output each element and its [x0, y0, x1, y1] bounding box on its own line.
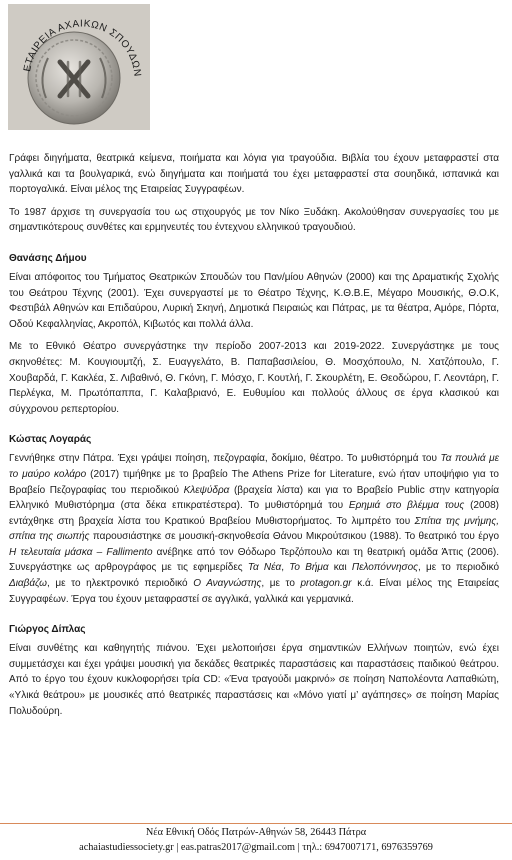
- page-footer: [0, 826, 512, 855]
- intro-paragraph-1: Γράφει διηγήματα, θεατρικά κείμενα, ποιήματα και λόγια για τραγούδια. Βιβλία του έχουν μεταφραστεί στα γαλλικά και τα βουλγαρικά, ενώ διηγήματα και ποιήματά του έχει μεταφραστεί στα σουηδικά, ισπανικά και πορτογαλικά. Είναι μέλος της Εταιρείας Συγγραφέων.: [9, 153, 499, 196]
- bio-heading-thanasis-dimou: Θανάσης Δήμου: [9, 252, 87, 264]
- magazine-title: Ο Αναγνώστης: [193, 578, 262, 590]
- newspaper-title: Τα Νέα: [247, 562, 282, 574]
- play-title: Η τελευταία μάσκα – Fallimento: [9, 546, 153, 558]
- newspaper-title: Το Βήμα: [289, 562, 329, 574]
- book-title: Τα πουλιά με το μαύρο κολάρο: [9, 453, 500, 480]
- bio-heading-kostas-logaras: Κώστας Λογαράς: [9, 434, 92, 446]
- intro-paragraph-2: Το 1987 άρχισε τη συνεργασία του ως στιχουργός με τον Νίκο Ξυδάκη. Ακολούθησαν συνεργασίες του με σημαντικότερους συνθέτες και ερμηνευτές του έντεχνου ελληνικού τραγουδιού.: [9, 206, 499, 234]
- website-title: protagon.gr: [300, 578, 352, 590]
- libretto-title: Σπίτια της μνήμης, σπίτια της σιωπής: [9, 515, 500, 543]
- bio-heading-giorgos-diplas: Γιώργος Δίπλας: [9, 624, 86, 636]
- footer-address: Νέα Εθνική Οδός Πατρών-Αθηνών 58, 26443 Πάτρα: [145, 827, 367, 838]
- book-title: Ερημιά στο βλέμμα τους: [348, 500, 465, 512]
- bio-logaras-paragraph: Γεννήθηκε στην Πάτρα. Έχει γράψει ποίηση, πεζογραφία, δοκίμιο, θέατρο. Το μυθιστόρημά του Τα πουλιά με το μαύρο κολάρο (2017) τιμήθηκε με το βραβείο The Athens Prize for Literature, ενώ ήταν υποψήφιο για το Βραβείο Πεζογραφίας του περιοδικού Κλεψύδρα (βραχεία λίστα) και για το Βραβείο Public στην κατηγορία Ελληνικό Μυθιστόρημα (στα δέκα επικρατέστερα). Το μυθιστόρημά του Ερημιά στο βλέμμα τους (2008) εντάχθηκε στη βραχεία λίστα του Κρατικού Βραβείου Μυθιστορήματος. Το λιμπρέτο του Σπίτια της μνήμης, σπίτια της σιωπής παρουσιάστηκε σε μουσική-σκηνοθεσία Θάνου Μικρούτσικου (1988). Το θεατρικό του έργο Η τελευταία μάσκα – Fallimento ανέβηκε από τον Θόδωρο Τερζόπουλο και τη θεατρική ομάδα Άττις (2006). Συνεργάστηκε ως αρθρογράφος με τις εφημερίδες Τα Νέα, Το Βήμα και Πελοπόννησος, με το περιοδικό Διαβάζω, με το ηλεκτρονικό περιοδικό Ο Αναγνώστης, με το protagon.gr κ.ά. Είναι μέλος της Εταιρείας Συγγραφέων. Έργα του έχουν μεταφραστεί σε αγγλικά, γαλλικά και γερμανικά.: [9, 453, 500, 605]
- logo-lettering: ΕΤΑΙΡΕΙΑ ΑΧΑΙΚΩΝ ΣΠΟΥΔΩΝ: [22, 18, 143, 78]
- magazine-title: Διαβάζω: [9, 578, 47, 590]
- bio-dimou-paragraph-1: Είναι απόφοιτος του Τμήματος Θεατρικών Σπουδών του Παν/μίου Αθηνών (2000) και της Δραματικής Σχολής του Θεάτρου Τέχνης (2001). Έχει συνεργαστεί με το Θέατρο Τέχνης, Κ.Θ.Β.Ε, Μέγαρο Μουσικής, Θ.Ο.Κ, Φεστιβάλ Αθηνών και Επιδαύρου, Λυρική Σκηνή, Δημοτικά Πειραιώς και Πάτρας, με τα θέατρα, Αμόρε, Πόρτα, Οδού Κεφαλληνίας, Ακροπόλ, Κιβωτός και πολλά άλλα.: [9, 271, 499, 330]
- article-body: [9, 151, 499, 726]
- society-logo: [8, 4, 150, 130]
- newspaper-title: Πελοπόννησος: [351, 562, 418, 574]
- bio-dimou-paragraph-2: Με το Εθνικό Θέατρο συνεργάστηκε την περίοδο 2007-2013 και 2019-2022. Συνεργάστηκε με τους σκηνοθέτες: Μ. Κουγιουμτζή, Σ. Ευαγγελάτο, Β. Παπαβασιλείου, Θ. Μοσχόπουλο, Ν. Χατζόπουλο, Γ. Χουβαρδά, Γ. Κακλέα, Σ. Λιβαθινό, Θ. Γκόνη, Γ. Μόσχο, Γ. Κουτλή, Γ. Σκουρλέτη, Ε. Θεοδώρου, Γ. Λεοντάρη, Γ. Περλέγκα, Μ. Πρωτόπαππα, Γ. Καλαβριανό, Ε. Ευθυμίου και πολλούς άλλους σε έργα κλασικού και σύγχρονου ρεπερτορίου.: [9, 341, 499, 415]
- footer-divider: [0, 823, 512, 824]
- footer-contact: achaiastudiessociety.gr | eas.patras2017@gmail.com | τηλ.: 6947007171, 6976359769: [79, 841, 433, 853]
- magazine-title: Κλεψύδρα: [183, 484, 230, 496]
- bio-diplas-paragraph: Είναι συνθέτης και καθηγητής πιάνου. Έχει μελοποιήσει έργα σημαντικών Ελλήνων ποιητών, ενώ έχει συμμετάσχει και έχει γράψει μουσική για δεκάδες θεατρικές παραστάσεις και παραστάσεις παιδικού θεάτρου. Από το έργο του έχουν κυκλοφορήσει τρία CD: «Ένα τραγούδι μακρινό» σε ποίηση Ναπολέοντα Λαπαθιώτη, «Υλικά θεάτρου» με μουσικές από θεατρικές παραστάσεις και «Μόνο γιατί μ’ αγάπησες» σε ποίηση Μαρίας Πολυδούρη.: [9, 643, 499, 717]
